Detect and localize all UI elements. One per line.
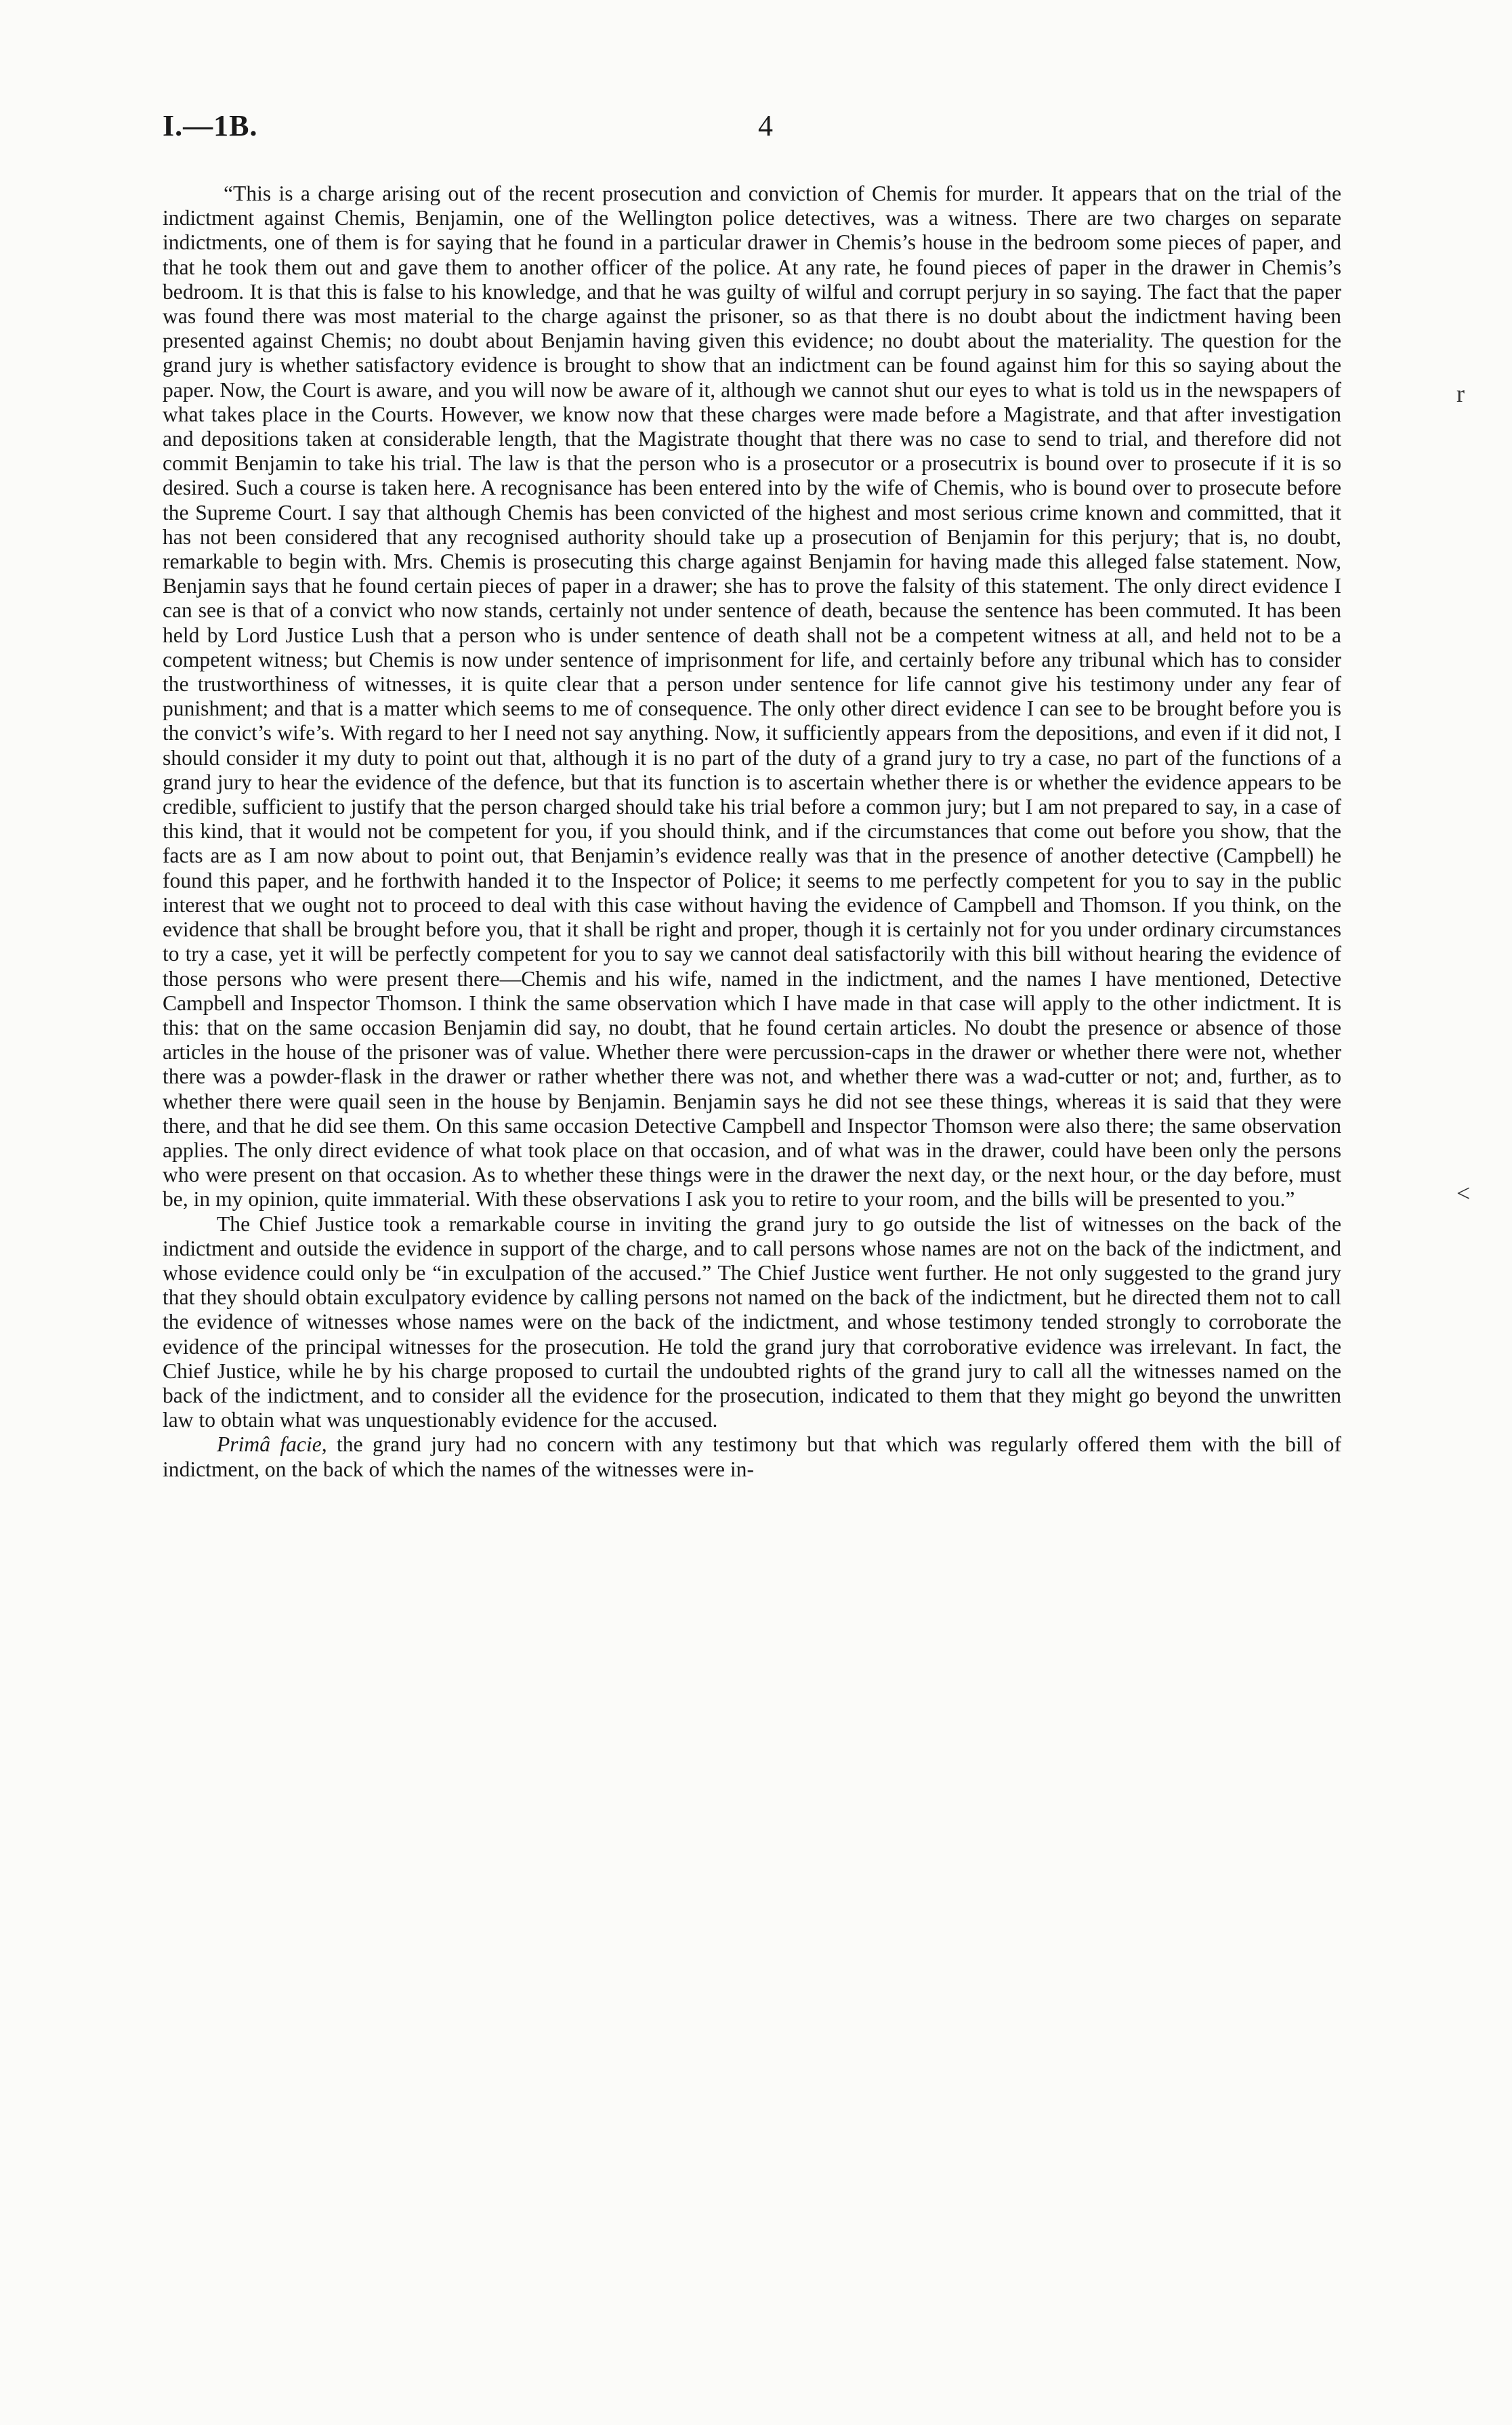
paragraph-prima-facie-text: the grand jury had no concern with any testimony but that which was regularly offered them with the bill of indictment, on the back of which the names of the witnesses were in-	[163, 1432, 1341, 1481]
paragraph-charge-quote: “This is a charge arising out of the recent prosecution and conviction of Chemis for murder. It appears that on the trial of the indictment against Chemis, Benjamin, one of the Wellington police detectives, was a witness. There are two charges on separate indictments, one of them is for saying that he found in a particular drawer in Chemis’s house in the bedroom some pieces of paper, and that he took them out and gave them to another officer of the police. At any rate, he found pieces of paper in the drawer in Chemis’s bedroom. It is that this is false to his knowledge, and that he was guilty of wilful and corrupt perjury in so saying. The fact that the paper was found there was most material to the charge against the prisoner, so as that there is no doubt about the indictment having been presented against Chemis; no doubt about Benjamin having given this evidence; no doubt about the materiality. The question for the grand jury is whether satisfactory evidence is brought to show that an indictment can be found against him for this so saying about the paper. Now, the Court is aware, and you will now be aware of it, although we cannot shut our eyes to what is told us in the newspapers of what takes place in the Courts. However, we know now that these charges were made before a Magistrate, and that after investigation and depositions taken at considerable length, that the Magistrate thought that there was no case to send to trial, and therefore did not commit Benjamin to take his trial. The law is that the person who is a prosecutor or a prosecutrix is bound over to prosecute if it is so desired. Such a course is taken here. A recognisance has been entered into by the wife of Chemis, who is bound over to prosecute before the Supreme Court. I say that although Chemis has been convicted of the highest and most serious crime known and committed, that it has not been considered that any recognised authority should take up a prosecution of Benjamin for this perjury; that is, no doubt, remarkable to begin with. Mrs. Chemis is prosecuting this charge against Benjamin for having made this alleged false statement. Now, Benjamin says that he found certain pieces of paper in a drawer; she has to prove the falsity of this statement. The only direct evidence I can see is that of a convict who now stands, certainly not under sentence of death, because the sentence has been commuted. It has been held by Lord Justice Lush that a person who is under sentence of death shall not be a competent witness at all, and held not to be a competent witness; but Chemis is now under sentence of imprisonment for life, and certainly before any tribunal which has to consider the trustworthiness of witnesses, it is quite clear that a person under sentence for life cannot give his testimony under any fear of punishment; and that is a matter which seems to me of consequence. The only other direct evidence I can see to be brought before you is the convict’s wife’s. With regard to her I need not say anything. Now, it sufficiently appears from the depositions, and even if it did not, I should consider it my duty to point out that, although it is no part of the duty of a grand jury to try a case, no part of the functions of a grand jury to hear the evidence of the defence, but that its function is to ascertain whether there is or whether the evidence appears to be credible, sufficient to justify that the person charged should take his trial before a common jury; but I am not prepared to say, in a case of this kind, that it would not be competent for you, if you should think, and if the circumstances that come out before you show, that the facts are as I am now about to point out, that Benjamin’s evidence really was that in the presence of another detective (Campbell) he found this paper, and he forthwith handed it to the Inspector of Police; it seems to me perfectly competent for you to say in the public interest that we ought not to proceed to deal with this case without having the evidence of Campbell and Thomson. If you think, on the evidence that shall be brought before you, that it shall be right and proper, though it is certainly not for you under ordinary circumstances to try a case, yet it will be perfectly competent for you to say we cannot deal satisfactorily with this bill without hearing the evidence of those persons who were present there—Chemis and his wife, named in the indictment, and the names I have mentioned, Detective Campbell and Inspector Thomson. I think the same observation which I have made in that case will apply to the other indictment. It is this: that on the same occasion Benjamin did say, no doubt, that he found certain articles. No doubt the presence or absence of those articles in the house of the prisoner was of value. Whether there were percussion-caps in the drawer or whether there were not, whether there was a powder-flask in the drawer or rather whether there was not, and whether there was a wad-cutter or not; and, further, as to whether there were quail seen in the house by Benjamin. Benjamin says he did not see these things, whereas it is said that they were there, and that he did see them. On this same occasion Detective Campbell and Inspector Thomson were also there; the same observation applies. The only direct evidence of what took place on that occasion, and of what was in the drawer, could have been only the persons who were present on that occasion. As to whether these things were in the drawer the next day, or the next hour, or the day before, must be, in my opinion, quite immaterial. With these observations I ask you to retire to your room, and the bills will be presented to you.”	[163, 182, 1341, 1211]
document-reference: I.—1B.	[163, 109, 258, 142]
margin-mark-1: r	[1456, 380, 1465, 407]
italic-lead: Primâ facie,	[217, 1432, 327, 1457]
page-number: 4	[758, 109, 773, 142]
margin-mark-2: <	[1456, 1180, 1471, 1207]
paragraph-chief-justice-course: The Chief Justice took a remarkable course in inviting the grand jury to go outside the list of witnesses on the back of the indictment and outside the evidence in support of the charge, and to call persons whose names are not on the back of the indictment, and whose evidence could only be “in exculpation of the accused.” The Chief Justice went further. He not only suggested to the grand jury that they should obtain exculpatory evidence by calling persons not named on the back of the indictment, but he directed them not to call the evidence of witnesses whose names were on the back of the indictment, and whose testimony tended strongly to corroborate the evidence of the principal witnesses for the prosecution. He told the grand jury that corroborative evidence was irrelevant. In fact, the Chief Justice, while he by his charge proposed to curtail the undoubted rights of the grand jury to call all the witnesses named on the back of the indictment, and to consider all the evidence for the prosecution, indicated to them that they might go beyond the unwritten law to obtain what was unquestionably evidence for the accused.	[163, 1211, 1341, 1432]
paragraph-prima-facie	[163, 1432, 1341, 1481]
body-text	[163, 182, 1341, 1482]
page-header	[163, 108, 1368, 156]
